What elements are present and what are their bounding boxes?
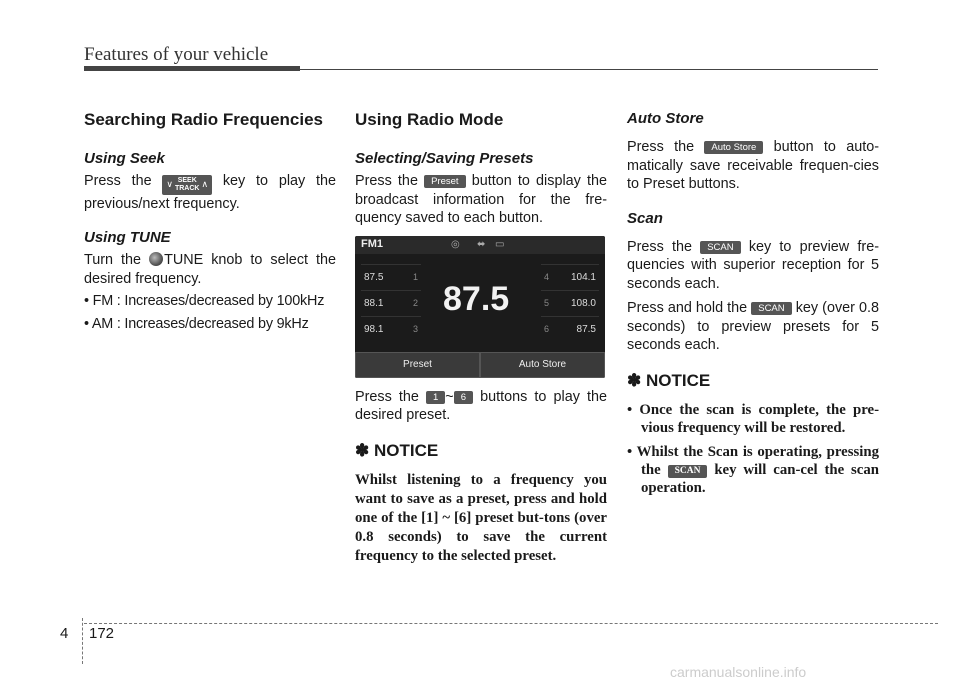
screen-frequency: 87.5	[443, 279, 510, 318]
column-1	[84, 110, 336, 333]
seek-paragraph: Press the ∨ SEEK TRACK ∧ key to play the previous/next frequency.	[84, 173, 337, 212]
page-header-title: Features of your vehicle	[84, 44, 269, 65]
screen-preset-3: 98.1 3	[361, 316, 421, 342]
subheading-presets: Selecting/Saving Presets	[355, 150, 534, 167]
screen-autostore-button: Auto Store	[480, 352, 605, 378]
preset-key: Preset	[424, 175, 465, 188]
notice-list	[627, 401, 879, 497]
autostore-paragraph: Press the Auto Store button to auto-matically save receivable frequen-cies to Preset buttons.	[627, 139, 880, 192]
screen-status-bar	[355, 236, 605, 254]
screen-bottom-buttons	[355, 352, 605, 378]
column-2	[355, 110, 607, 566]
screen-band: FM1	[361, 237, 383, 250]
footer-rule	[84, 623, 938, 624]
preset-6-key: 6	[454, 391, 473, 404]
subheading-using-seek: Using Seek	[84, 150, 165, 167]
notice-heading-scan: ✽ NOTICE	[627, 370, 711, 390]
notice-item-2: • Whilst the Scan is operating, pressing the SCAN key will can-cel the scan operation.	[627, 443, 880, 496]
scan-key: SCAN	[700, 241, 740, 254]
screen-preset-5: 5 108.0	[541, 290, 599, 316]
screen-right-presets	[541, 264, 599, 342]
radio-screen	[355, 236, 605, 378]
watermark: carmanualsonline.info	[670, 664, 807, 680]
subheading-scan: Scan	[627, 209, 663, 227]
scan-paragraph: Press the SCAN key to preview fre-quencies with superior reception for 5 seconds each.	[627, 238, 879, 292]
usb-icon: ⬌	[477, 238, 486, 250]
screen-preset-2: 88.1 2	[361, 290, 421, 316]
footer-separator	[82, 618, 84, 664]
subheading-using-tune: Using TUNE	[84, 229, 171, 246]
screen-left-presets	[361, 264, 421, 342]
screen-preset-1: 87.5 1	[361, 264, 421, 290]
scan-hold-key: SCAN	[751, 302, 791, 315]
bullet-fm: • FM : Increases/decreased by 100kHz	[84, 293, 325, 309]
presets-paragraph: Press the Preset button to display the broadcast information for the fre-quency saved to each button.	[355, 173, 608, 226]
chevron-down-icon: ∨	[166, 179, 173, 189]
preset-buttons-paragraph: Press the 1 ~ 6 buttons to play the desired preset.	[355, 388, 608, 423]
seek-track-key: ∨ SEEK TRACK ∧	[162, 175, 212, 195]
preset-1-key: 1	[426, 391, 445, 404]
tune-knob-icon	[149, 252, 163, 266]
header-rule-thick	[84, 66, 300, 71]
chapter-number: 4	[60, 625, 69, 642]
screen-preset-6: 6 87.5	[541, 316, 599, 342]
section-heading-radio-mode: Using Radio Mode	[355, 110, 504, 129]
column-3	[627, 110, 879, 503]
battery-icon: ▭	[495, 238, 505, 250]
scan-hold-paragraph: Press and hold the SCAN key (over 0.8 seconds) to preview presets for 5 seconds each.	[627, 300, 879, 353]
tune-paragraph: Turn the TUNE knob to select the desired frequency.	[84, 252, 337, 287]
chevron-up-icon: ∧	[201, 179, 209, 189]
bullet-am: • AM : Increases/decreased by 9kHz	[84, 315, 309, 332]
notice-item-1: • Once the scan is complete, the pre-vious frequency will be restored.	[627, 401, 879, 436]
section-heading-searching: Searching Radio Frequencies	[84, 110, 324, 129]
subheading-auto-store: Auto Store	[627, 110, 704, 127]
radio-icon: ◎	[451, 238, 460, 250]
scan-cancel-key: SCAN	[668, 465, 708, 478]
page-number: 172	[89, 625, 115, 642]
header-rule-thin	[300, 69, 878, 70]
screen-preset-button: Preset	[355, 352, 480, 378]
notice-text: Whilst listening to a frequency you want to save as a preset, press and hold one of the [1] ~ [6] preset but-tons (over 0.8 seconds) to save the current frequency to the selected preset.	[355, 471, 607, 564]
screen-preset-4: 4 104.1	[541, 264, 599, 290]
notice-heading: ✽ NOTICE	[355, 440, 439, 460]
autostore-key: Auto Store	[704, 141, 763, 154]
